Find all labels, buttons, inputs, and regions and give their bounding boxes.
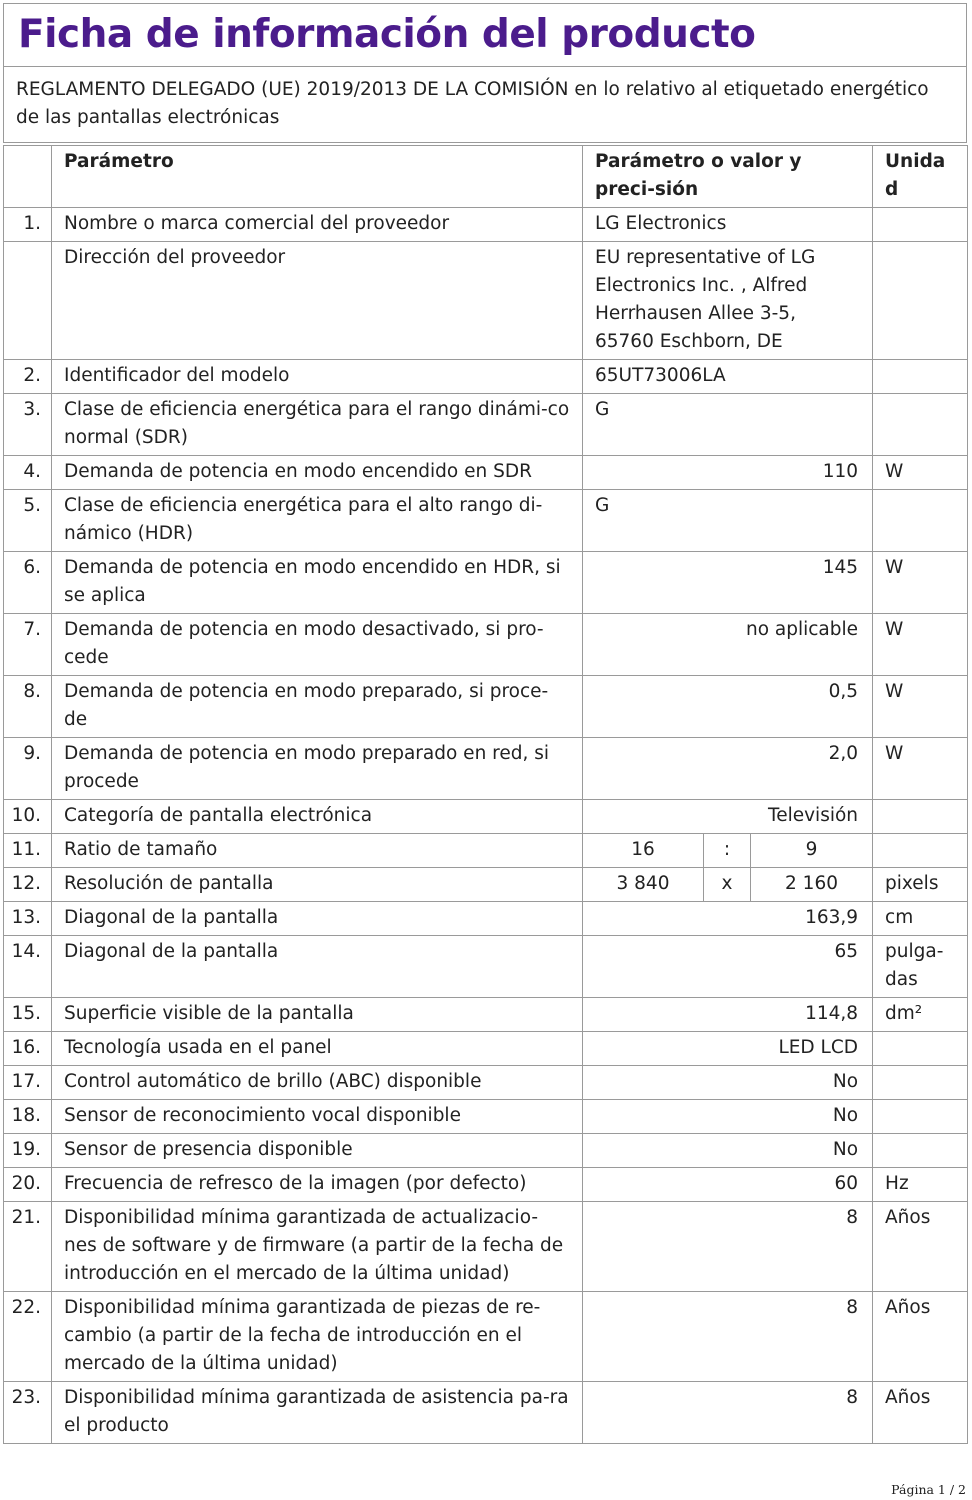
row-number-cell: 8.	[4, 676, 52, 738]
row-unit-cell: Años	[873, 1382, 968, 1444]
row-parameter-cell: Superficie visible de la pantalla	[52, 998, 583, 1032]
row-unit-cell	[873, 834, 968, 868]
row-number-cell: 7.	[4, 614, 52, 676]
row-unit-cell	[873, 394, 968, 456]
row-number-cell: 21.	[4, 1202, 52, 1292]
table-row	[4, 242, 968, 360]
row-number-cell: 5.	[4, 490, 52, 552]
row-value-cell: 8	[583, 1202, 873, 1292]
row-value-a-cell: 16	[583, 834, 704, 868]
row-value-cell: 0,5	[583, 676, 873, 738]
row-value-cell: LED LCD	[583, 1032, 873, 1066]
table-row	[4, 902, 968, 936]
row-value-cell: 163,9	[583, 902, 873, 936]
row-unit-cell	[873, 800, 968, 834]
row-parameter-cell: Disponibilidad mínima garantizada de asistencia pa-ra el producto	[52, 1382, 583, 1444]
row-unit-cell	[873, 490, 968, 552]
row-unit-cell: W	[873, 738, 968, 800]
row-parameter-cell: Categoría de pantalla electrónica	[52, 800, 583, 834]
row-number-cell: 13.	[4, 902, 52, 936]
table-row	[4, 1066, 968, 1100]
row-parameter-cell: Dirección del proveedor	[52, 242, 583, 360]
row-number-cell: 23.	[4, 1382, 52, 1444]
row-number-cell: 10.	[4, 800, 52, 834]
table-row	[4, 360, 968, 394]
table-row	[4, 1382, 968, 1444]
row-parameter-cell: Control automático de brillo (ABC) disponible	[52, 1066, 583, 1100]
table-row	[4, 1168, 968, 1202]
row-value-cell: Televisión	[583, 800, 873, 834]
row-unit-cell	[873, 1134, 968, 1168]
row-value-cell: G	[583, 394, 873, 456]
row-unit-cell: dm²	[873, 998, 968, 1032]
table-row	[4, 834, 968, 868]
table-row	[4, 936, 968, 998]
row-unit-cell	[873, 208, 968, 242]
row-unit-cell: pulga-das	[873, 936, 968, 998]
row-value-b-cell: 2 160	[751, 868, 873, 902]
table-row	[4, 1202, 968, 1292]
row-value-cell: 2,0	[583, 738, 873, 800]
table-row	[4, 208, 968, 242]
row-parameter-cell: Clase de eficiencia energética para el rango dinámi-co normal (SDR)	[52, 394, 583, 456]
header-value-cell: Parámetro o valor y preci-sión	[583, 146, 873, 208]
row-parameter-cell: Ratio de tamaño	[52, 834, 583, 868]
row-value-cell: 8	[583, 1292, 873, 1382]
row-parameter-cell: Tecnología usada en el panel	[52, 1032, 583, 1066]
row-value-cell: LG Electronics	[583, 208, 873, 242]
row-value-cell: 110	[583, 456, 873, 490]
row-parameter-cell: Demanda de potencia en modo encendido en SDR	[52, 456, 583, 490]
product-info-sheet	[3, 3, 967, 1444]
table-row	[4, 552, 968, 614]
header-param-cell: Parámetro	[52, 146, 583, 208]
row-value-cell: 60	[583, 1168, 873, 1202]
row-number-cell: 9.	[4, 738, 52, 800]
row-number-cell: 6.	[4, 552, 52, 614]
row-parameter-cell: Demanda de potencia en modo encendido en HDR, si se aplica	[52, 552, 583, 614]
regulation-subtitle: REGLAMENTO DELEGADO (UE) 2019/2013 DE LA COMISIÓN en lo relativo al etiquetado energético de las pantallas electrónicas	[3, 66, 967, 143]
row-value-cell: No	[583, 1066, 873, 1100]
row-parameter-cell: Demanda de potencia en modo preparado, si proce-de	[52, 676, 583, 738]
row-unit-cell: W	[873, 676, 968, 738]
header-num-cell	[4, 146, 52, 208]
table-row	[4, 614, 968, 676]
row-unit-cell: pixels	[873, 868, 968, 902]
row-number-cell: 18.	[4, 1100, 52, 1134]
row-parameter-cell: Clase de eficiencia energética para el alto rango di-námico (HDR)	[52, 490, 583, 552]
title-box	[3, 3, 967, 66]
table-row	[4, 1032, 968, 1066]
table-row	[4, 456, 968, 490]
row-unit-cell: Hz	[873, 1168, 968, 1202]
row-parameter-cell: Demanda de potencia en modo desactivado, si pro-cede	[52, 614, 583, 676]
table-row	[4, 1134, 968, 1168]
product-parameters-table	[3, 145, 968, 1444]
row-parameter-cell: Demanda de potencia en modo preparado en red, si procede	[52, 738, 583, 800]
row-number-cell: 20.	[4, 1168, 52, 1202]
row-number-cell: 22.	[4, 1292, 52, 1382]
table-row	[4, 800, 968, 834]
row-value-cell: 145	[583, 552, 873, 614]
row-unit-cell	[873, 360, 968, 394]
row-value-cell: G	[583, 490, 873, 552]
row-value-b-cell: 9	[751, 834, 873, 868]
row-number-cell: 16.	[4, 1032, 52, 1066]
row-number-cell: 15.	[4, 998, 52, 1032]
row-value-a-cell: 3 840	[583, 868, 704, 902]
table-row	[4, 490, 968, 552]
row-number-cell: 11.	[4, 834, 52, 868]
row-value-cell: EU representative of LG Electronics Inc. , Alfred Herrhausen Allee 3-5, 65760 Eschborn, DE	[583, 242, 873, 360]
table-row	[4, 998, 968, 1032]
row-unit-cell	[873, 1100, 968, 1134]
row-number-cell: 4.	[4, 456, 52, 490]
row-number-cell: 3.	[4, 394, 52, 456]
row-parameter-cell: Sensor de presencia disponible	[52, 1134, 583, 1168]
table-row	[4, 868, 968, 902]
row-value-cell: 65	[583, 936, 873, 998]
table-row	[4, 394, 968, 456]
row-separator-cell: :	[704, 834, 751, 868]
table-row	[4, 738, 968, 800]
row-value-cell: 65UT73006LA	[583, 360, 873, 394]
row-unit-cell: cm	[873, 902, 968, 936]
row-number-cell: 1.	[4, 208, 52, 242]
row-unit-cell: Años	[873, 1202, 968, 1292]
row-unit-cell: W	[873, 552, 968, 614]
table-header-row	[4, 146, 968, 208]
row-value-cell: 8	[583, 1382, 873, 1444]
row-parameter-cell: Sensor de reconocimiento vocal disponible	[52, 1100, 583, 1134]
row-parameter-cell: Diagonal de la pantalla	[52, 936, 583, 998]
row-unit-cell: W	[873, 614, 968, 676]
row-parameter-cell: Diagonal de la pantalla	[52, 902, 583, 936]
row-unit-cell	[873, 1032, 968, 1066]
row-parameter-cell: Nombre o marca comercial del proveedor	[52, 208, 583, 242]
row-parameter-cell: Resolución de pantalla	[52, 868, 583, 902]
row-value-cell: No	[583, 1134, 873, 1168]
row-separator-cell: x	[704, 868, 751, 902]
row-unit-cell: Años	[873, 1292, 968, 1382]
row-number-cell: 2.	[4, 360, 52, 394]
row-unit-cell	[873, 1066, 968, 1100]
row-value-cell: no aplicable	[583, 614, 873, 676]
table-row	[4, 1100, 968, 1134]
row-value-cell: 114,8	[583, 998, 873, 1032]
row-unit-cell	[873, 242, 968, 360]
page-number: Página 1 / 2	[891, 1482, 966, 1497]
row-parameter-cell: Disponibilidad mínima garantizada de piezas de re-cambio (a partir de la fecha de introducción en el mercado de la última unidad)	[52, 1292, 583, 1382]
page-title: Ficha de información del producto	[18, 12, 756, 57]
row-parameter-cell: Identificador del modelo	[52, 360, 583, 394]
row-number-cell: 19.	[4, 1134, 52, 1168]
row-parameter-cell: Frecuencia de refresco de la imagen (por defecto)	[52, 1168, 583, 1202]
row-number-cell: 17.	[4, 1066, 52, 1100]
row-number-cell: 14.	[4, 936, 52, 998]
table-row	[4, 676, 968, 738]
row-value-cell: No	[583, 1100, 873, 1134]
row-parameter-cell: Disponibilidad mínima garantizada de actualizacio-nes de software y de firmware (a partir de la fecha de introducción en el mercado de la última unidad)	[52, 1202, 583, 1292]
row-number-cell: 12.	[4, 868, 52, 902]
row-unit-cell: W	[873, 456, 968, 490]
row-number-cell	[4, 242, 52, 360]
header-unit-cell: Unidad	[873, 146, 968, 208]
table-row	[4, 1292, 968, 1382]
